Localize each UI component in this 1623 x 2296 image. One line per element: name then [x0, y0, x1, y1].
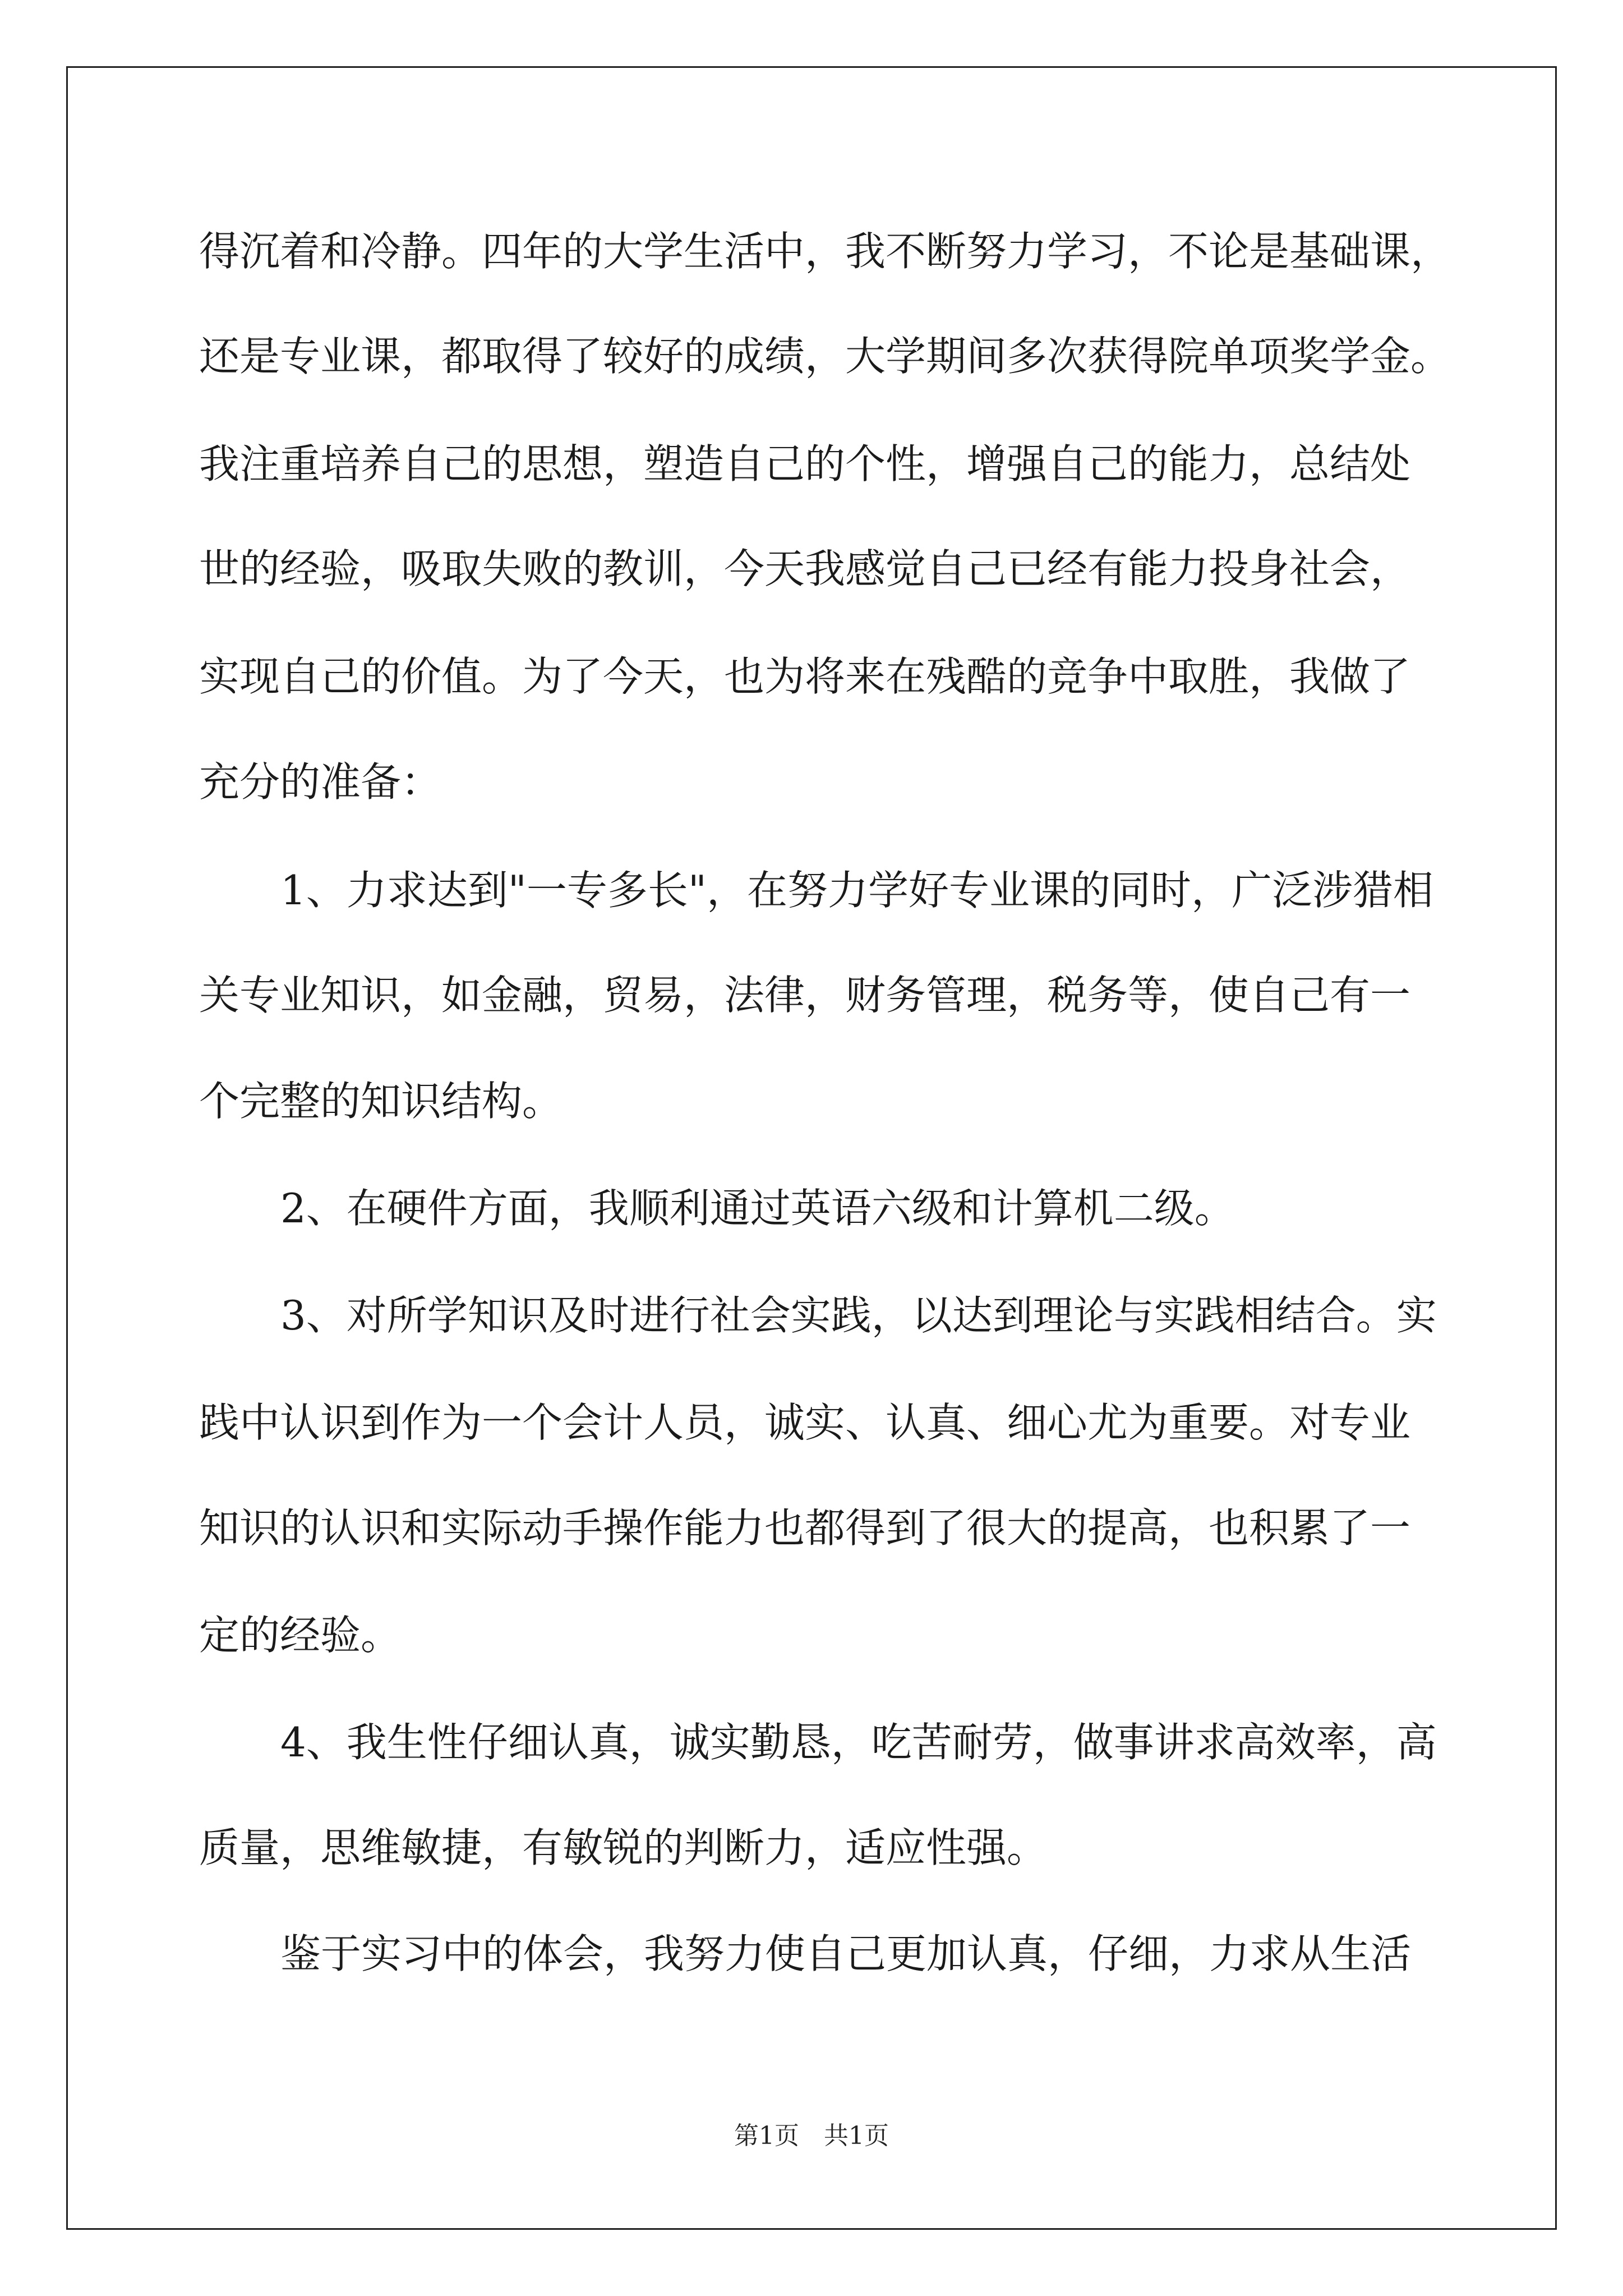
page-border [66, 66, 1557, 2230]
page-footer: 第1页 共1页 [734, 2122, 889, 2150]
text-line-11: 3、对所学知识及时进行社会实践，以达到理论与实践相结合。实 [280, 1292, 1437, 1339]
text-line-7: 1、力求达到"一专多长"，在努力学好专业课的同时，广泛涉猎相 [280, 867, 1434, 914]
text-line-3: 我注重培养自己的思想，塑造自己的个性，增强自己的能力，总结处 [199, 440, 1411, 487]
text-line-10: 2、在硬件方面，我顺利通过英语六级和计算机二级。 [280, 1185, 1235, 1232]
text-line-2: 还是专业课，都取得了较好的成绩，大学期间多次获得院单项奖学金。 [199, 333, 1451, 380]
text-line-8: 关专业知识，如金融，贸易，法律，财务管理，税务等，使自己有一 [199, 972, 1411, 1019]
text-line-17: 鉴于实习中的体会，我努力使自己更加认真，仔细，力求从生活 [280, 1930, 1412, 1977]
text-line-15: 4、我生性仔细认真，诚实勤恳，吃苦耐劳，做事讲求高效率，高 [280, 1719, 1437, 1766]
text-line-9: 个完整的知识结构。 [199, 1078, 563, 1125]
text-line-16: 质量，思维敏捷，有敏锐的判断力，适应性强。 [199, 1824, 1048, 1871]
text-line-4: 世的经验，吸取失败的教训，今天我感觉自己已经有能力投身社会， [199, 545, 1411, 592]
text-line-13: 知识的认识和实际动手操作能力也都得到了很大的提高，也积累了一 [199, 1504, 1411, 1552]
text-line-5: 实现自己的价值。为了今天，也为将来在残酷的竞争中取胜，我做了 [199, 653, 1411, 700]
text-line-12: 践中认识到作为一个会计人员，诚实、认真、细心尤为重要。对专业 [199, 1399, 1411, 1446]
text-line-14: 定的经验。 [199, 1612, 402, 1659]
text-line-1: 得沉着和冷静。四年的大学生活中，我不断努力学习，不论是基础课， [199, 228, 1451, 275]
text-line-6: 充分的准备： [199, 758, 442, 806]
